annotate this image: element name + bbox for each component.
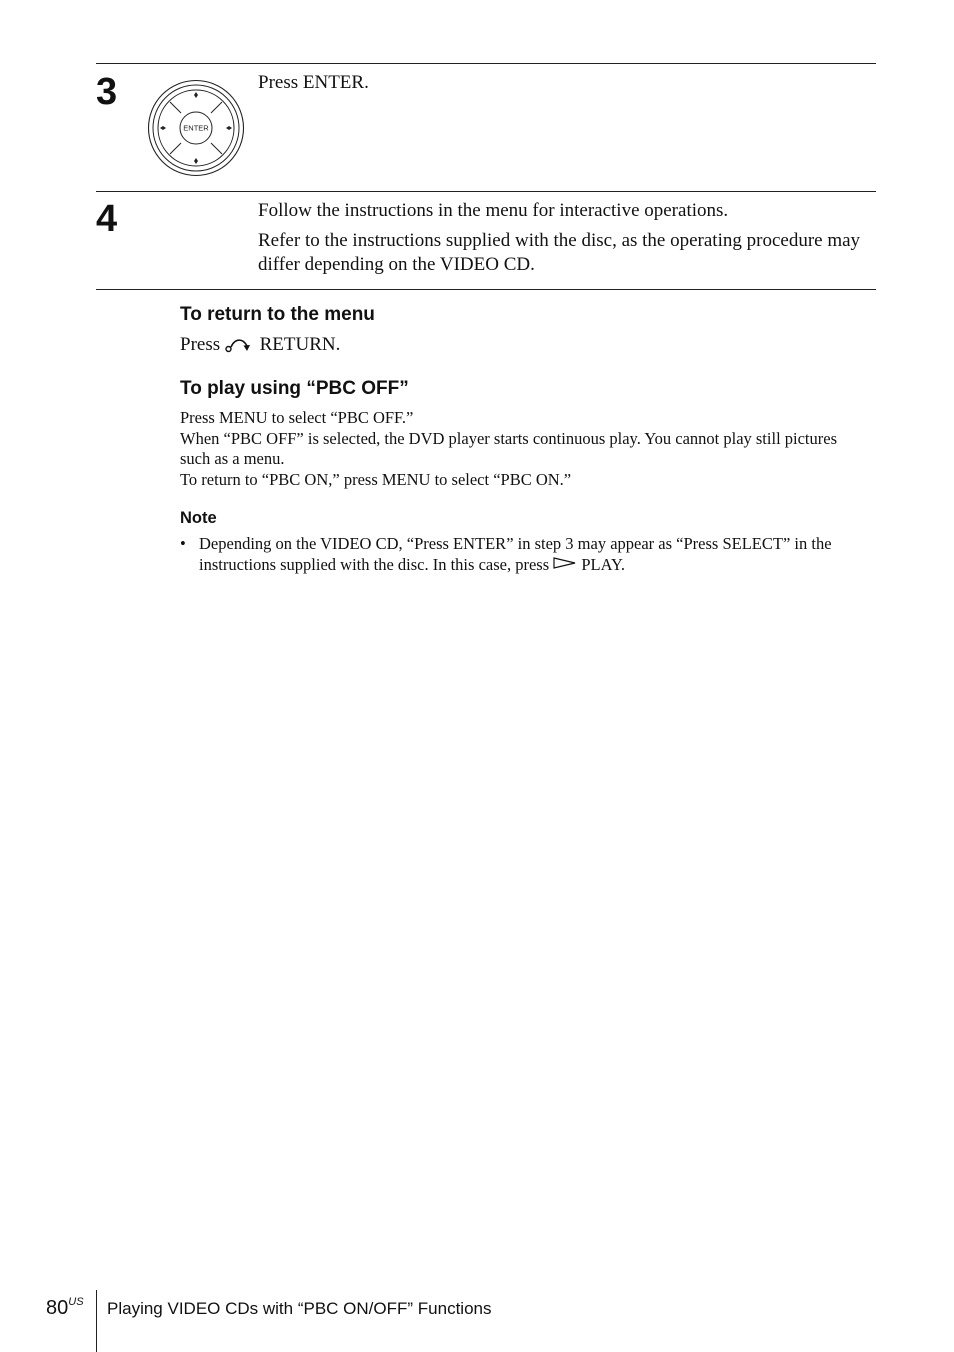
note-text-before: Depending on the VIDEO CD, “Press ENTER” in step 3 may appear as “Press SELECT” in the instructions supplied with the disc. In this case, press — [199, 534, 832, 574]
step-3-top-rule — [96, 63, 876, 64]
step-3-instruction: Press ENTER. — [258, 72, 369, 93]
step-4-note: Refer to the instructions supplied with the disc, as the operating procedure may differ depending on the VIDEO CD. — [258, 230, 861, 275]
note-text-after: PLAY. — [581, 555, 625, 574]
pbc-off-line-2: When “PBC OFF” is selected, the DVD player starts continuous play. You cannot play still pictures such as a menu. — [180, 428, 838, 468]
steps-bottom-rule — [96, 289, 876, 290]
return-section-heading: To return to the menu — [180, 304, 375, 325]
step-4-top-rule — [96, 191, 876, 192]
note-item — [180, 533, 870, 575]
return-icon — [225, 337, 255, 355]
step-4-text — [258, 199, 873, 283]
step-3-number: 3 — [96, 71, 118, 113]
step-4-number: 4 — [96, 198, 118, 240]
enter-dial-icon — [147, 79, 245, 177]
return-text-before: Press — [180, 334, 221, 355]
pbc-off-heading: To play using “PBC OFF” — [180, 378, 409, 399]
return-text-after: RETURN. — [259, 334, 341, 355]
page-footer — [0, 1290, 954, 1352]
note-bullet: • — [180, 534, 186, 553]
pbc-off-line-3: To return to “PBC ON,” press MENU to select “PBC ON.” — [180, 469, 572, 489]
page-number-value: 80 — [46, 1297, 69, 1319]
step-4-instruction: Follow the instructions in the menu for interactive operations. — [258, 200, 729, 221]
pbc-off-body — [180, 408, 870, 490]
footer-divider — [96, 1290, 97, 1352]
pbc-off-line-1: Press MENU to select “PBC OFF.” — [180, 408, 414, 427]
page-number — [46, 1296, 84, 1320]
page-number-suffix: US — [68, 1296, 84, 1308]
play-icon — [553, 557, 577, 569]
enter-dial-label: ENTER — [183, 123, 209, 133]
footer-section-title: Playing VIDEO CDs with “PBC ON/OFF” Functions — [107, 1299, 492, 1318]
step-3-text — [258, 71, 873, 101]
note-heading: Note — [180, 509, 217, 527]
return-section-text — [180, 333, 340, 357]
